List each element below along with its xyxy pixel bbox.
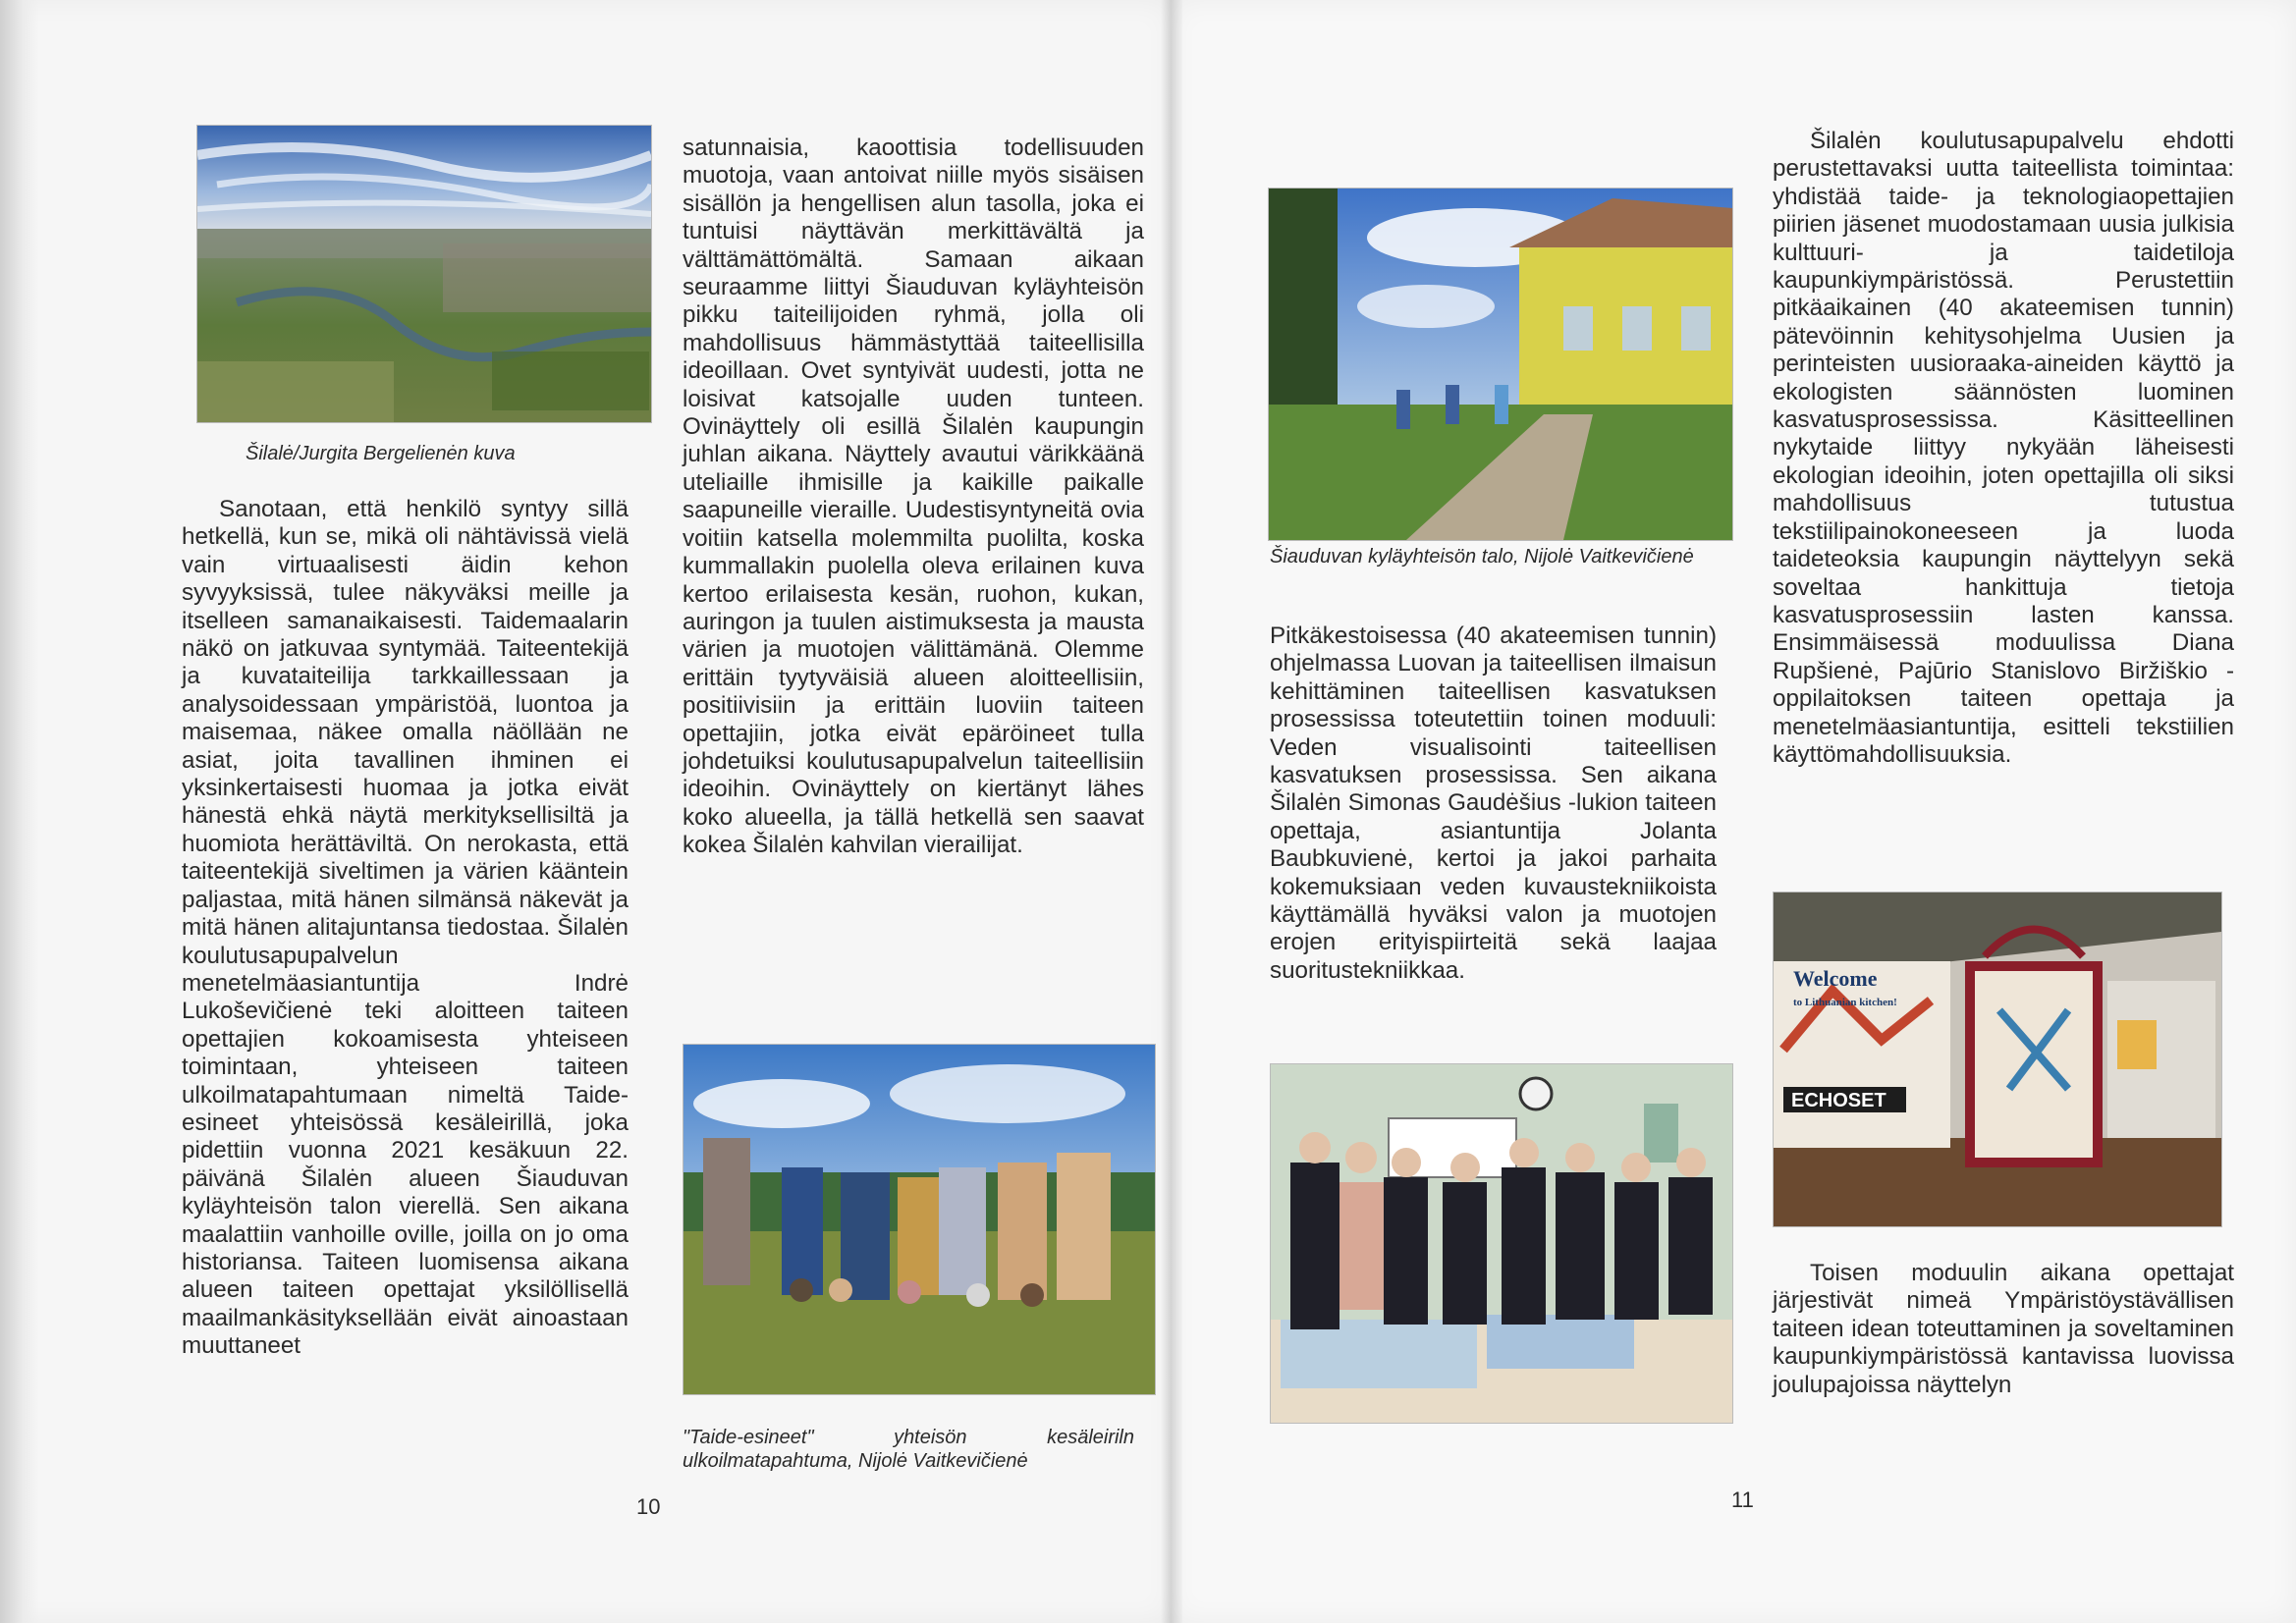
right-page — [1172, 0, 2296, 1623]
text-column-right-bottom — [1773, 1260, 2234, 1399]
tote-bags-photo — [1773, 892, 2222, 1227]
body-paragraph: Pitkäkestoisessa (40 akateemisen tunnin) ohjelmassa Luovan ja taiteellisen ilmaisun kehittäminen taiteellisen kasvatuksen prosessissa toteutettiin toinen moduuli: Veden visualisointi taiteellisen kasvatuksen prosessissa. Sen aikana Šilalėn Simonas Gaudėšius -lukion taiteen opettaja, asiantuntija Jolanta Baubkuvienė, kertoi ja jakoi parhaita kokemuksiaan veden kuvaustekniikoista käyttämällä hyväksi valon ja muotojen erojen erityispiirteitä sekä laajaa suoritustekniikkaa. — [1270, 622, 1717, 984]
page-number: 11 — [1731, 1488, 1754, 1512]
book-spine-shadow — [1161, 0, 1182, 1623]
body-paragraph: Toisen moduulin aikana opettajat järjestivät nimeä Ympäristöystävällisen taiteen idean toteuttaminen ja soveltaminen kaupunkiympäristössä kantavissa luovissa joulupajoissa näyttelyn — [1773, 1260, 2234, 1398]
bag-print-text: Welcome — [1793, 966, 1878, 991]
page-number: 10 — [636, 1494, 661, 1519]
text-column-left — [1270, 622, 1717, 985]
photo-caption: Šiauduvan kyläyhteisön talo, Nijolė Vaitkevičienė — [1270, 546, 1694, 568]
bag-print-text: to Lithuanian kitchen! — [1793, 997, 1897, 1008]
text-column-right — [1773, 128, 2234, 769]
painted-doors-photo — [683, 1044, 1156, 1395]
body-paragraph: satunnaisia, kaoottisia todellisuuden muotoja, vaan antoivat niille myös sisäisen sisällön ja hengellisen alun tasolla, joka ei tuntuisi näyttävän merkittävältä ja välttämättömältä. Samaan aikaan seuraamme liittyi Šiauduvan kyläyhteisön pikku taiteilijoiden ryhmä, jolla oli mahdollisuus hämmästyttää taiteellisilla ideoillaan. Ovet syntyivät uudesti, jotta ne loisivat katsojalle uuden tunteen. Ovinäyttely oli esillä Šilalėn kaupungin juhlan aikana. Näyttely avautui värikkäänä uteliaille ihmisille ja kaikille paikalle saapuneille vieraille. Uudestisyntyneitä ovia voitiin katsella molemmilta puolilta, koska kummallakin puolella oleva erilainen kuva kertoo erilaisesta kesän, ruohon, kukan, auringon ja tuulen aistimuksesta ja mausta värien ja muotojen välittämänä. Olemme erittäin tyytyväisiä alueen aloitteellisiin, positiivisiin ja erittäin luoviin taiteen opettajiin, jotka eivät epäröineet tulla johdetuiksi koulutusapupalvelun taiteellisiin ideoihin. Ovinäyttely on kiertänyt lähes koko alueella, ja tällä hetkellä sen saavat kokea Šilalėn kahvilan vierailijat. — [683, 135, 1144, 859]
bag-print-text: ECHOSET — [1791, 1090, 1886, 1111]
photo-caption: "Taide-esineet" yhteisön kesäleiriln ulkoilmatapahtuma, Nijolė Vaitkevičienė — [683, 1427, 1134, 1472]
page-edge-shadow — [0, 0, 39, 1623]
text-column-left — [182, 496, 629, 1361]
teachers-group-photo — [1270, 1063, 1733, 1424]
community-house-photo — [1268, 188, 1733, 541]
aerial-landscape-photo — [196, 125, 652, 423]
photo-caption: Šilalė/Jurgita Bergelienėn kuva — [246, 443, 516, 464]
body-paragraph: Sanotaan, että henkilö syntyy sillä hetkellä, kun se, mikä oli nähtävissä vielä vain virtuaalisesti äidin kehon syvyyksissä, tulee näkyväksi meille ja itselleen samanaikaisesti. Taidemaalarin näkö on jatkuvaa syntymää. Taiteentekijä ja kuvataiteilija tarkkaillessaan ja analysoidessaan ympäristöä, luontoa ja maisemaa, näkee omalla näöllään ne asiat, joita tavallinen ihminen ei yksinkertaisesti huomaa ja jotka eivät hänestä ehkä näytä merkityksellisiltä ja huomiota herättäviltä. On nerokasta, että taiteentekijä siveltimen ja värien kääntein paljastaa, mitä hänen silmänsä näkevät ja mitä hänen alitajuntansa tiedostaa. Šilalėn koulutusapupalvelun menetelmäasiantuntija Indrė Lukoševičienė teki aloitteen taiteen opettajien kokoamisesta yhteiseen toimintaan, yhteiseen taiteen ulkoilmatapahtumaan nimeltä Taide-esineet yhteisössä kesäleirillä, joka pidettiin vuonna 2021 kesäkuun 22. päivänä Šilalėn alueen Šiauduvan kyläyhteisön talon vierellä. Sen aikana maalattiin vanhoille oville, joilla on jo oma historiansa. Taiteen luomisensa aikana alueen taiteen opettajat yksilöllisellä maailmankäsityksellään eivät ainoastaan muuttaneet — [182, 496, 629, 1360]
text-column-right — [683, 135, 1144, 860]
body-paragraph: Šilalėn koulutusapupalvelu ehdotti perustettavaksi uutta taiteellista toimintaa: yhdistää taide- ja teknologiaopettajien piirien jäsenet muodostamaan uusia julkisia kulttuuri- ja taidetiloja kaupunkiympäristössä. Perustettiin pitkäaikainen (40 akateemisen tunnin) pätevöinnin kehitysohjelma Uusien ja perinteisten uusioraaka-aineiden käyttö ja ekologisten säännösten luominen kasvatusprosessissa. Käsitteellinen nykytaide liittyy nykyään läheisesti ekologian ideoihin, joten opettajilla oli siksi mahdollisuus tutustua tekstiilipainokoneeseen ja luoda taideteoksia kaupungin näyttelyyn sekä soveltaa hankittuja tietoja kasvatusprosessiin lasten kanssa. Ensimmäisessä moduulissa Diana Rupšienė, Pajūrio Stanislovo Biržiškio -oppilaitoksen taiteen opettaja ja menetelmäasiantuntija, esitteli tekstiilien käyttömahdollisuuksia. — [1773, 128, 2234, 768]
